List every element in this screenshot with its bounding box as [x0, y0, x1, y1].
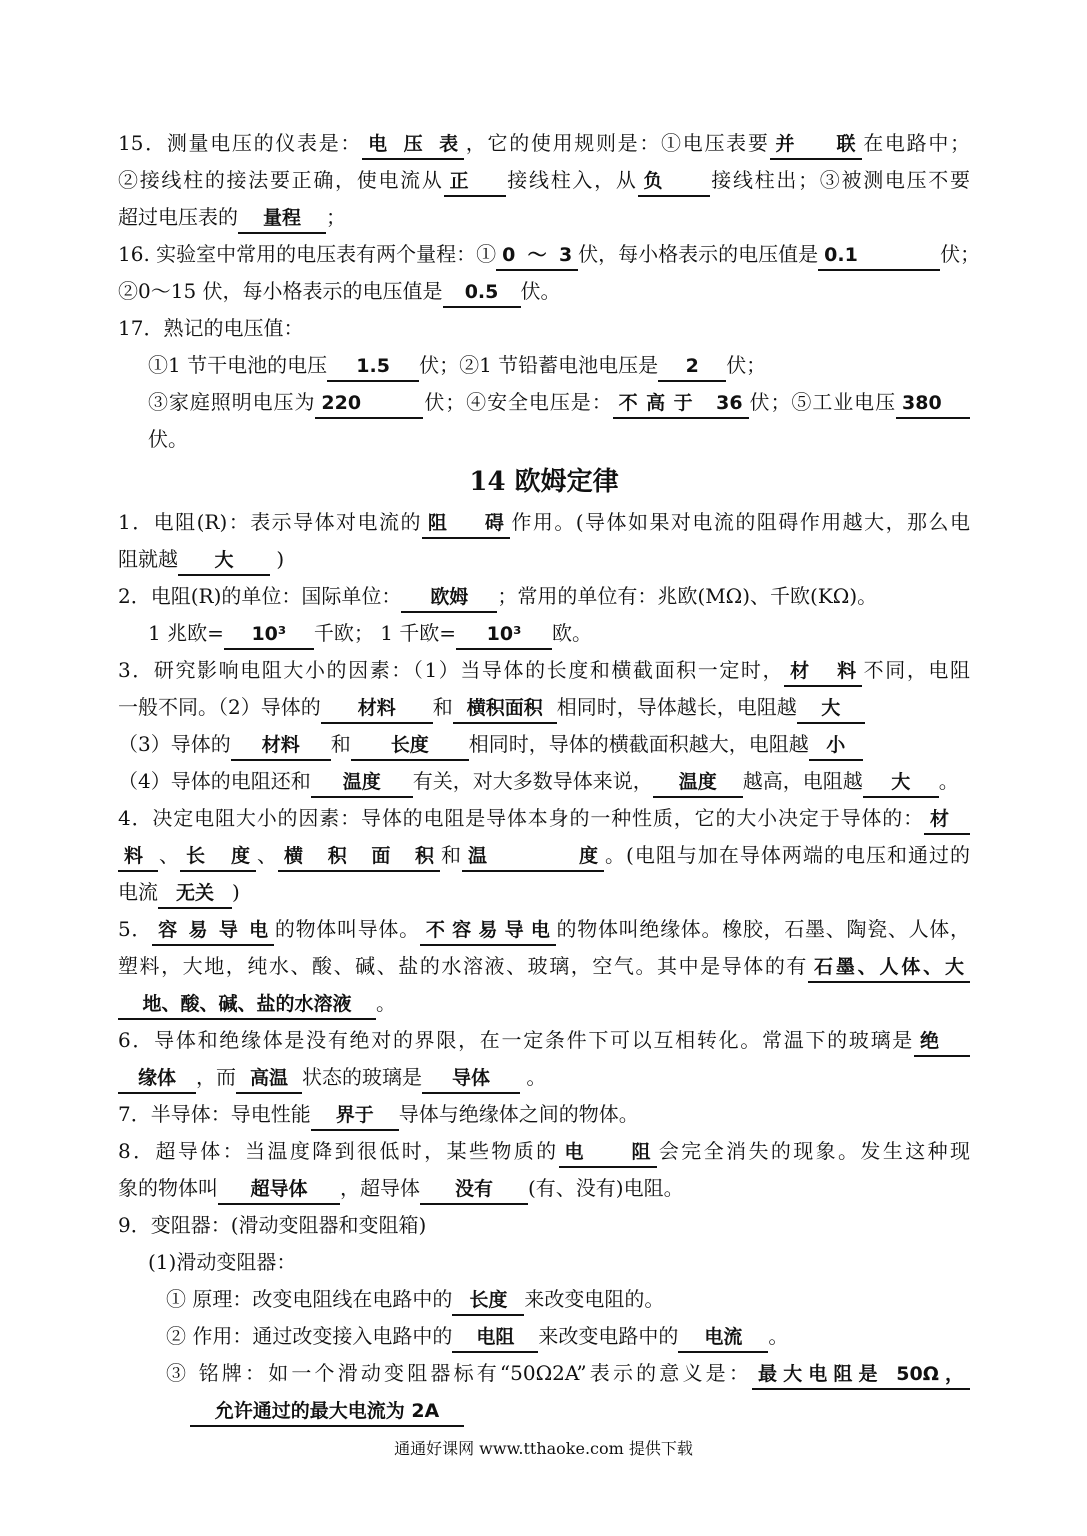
text-line — [118, 273, 970, 310]
answer-blank: 小 — [809, 731, 863, 761]
static-text: ②0～15 伏，每小格表示的电压值是 — [118, 279, 443, 303]
static-text: ①1 节干电池的电压 — [148, 353, 328, 377]
answer-blank: 横积面积 — [278, 842, 440, 872]
static-text: 千欧； 1 千欧= — [313, 621, 457, 645]
answer-blank: 0.1 — [818, 241, 940, 271]
text-line — [118, 763, 970, 800]
static-text: 伏；②1 节铅蓄电池电压是 — [419, 353, 659, 377]
static-text: 17．熟记的电压值： — [118, 316, 304, 340]
answer-blank: 没有 — [420, 1175, 528, 1205]
text-line — [118, 1022, 970, 1059]
answer-blank: 允许通过的最大电流为 2A — [190, 1397, 464, 1427]
answer-blank: 温度 — [653, 768, 743, 798]
answer-blank: 10³ — [224, 620, 314, 650]
static-text: 15．测量电压的仪表是： — [118, 131, 363, 155]
static-text: 8．超导体：当温度降到很低时，某些物质的 — [118, 1139, 559, 1163]
static-text: 1．电阻(R)：表示导体对电流的 — [118, 510, 422, 534]
text-line — [118, 384, 970, 421]
text-line — [118, 347, 970, 384]
answer-blank: 横积面积 — [453, 694, 557, 724]
answer-blank: 导体 — [422, 1064, 520, 1094]
static-text: 和 — [330, 732, 351, 756]
answer-blank: 量程 — [238, 204, 326, 234]
static-text: 的物体叫绝缘体。橡胶，石墨、陶瓷、人体， — [555, 917, 971, 941]
static-text: 4．决定电阻大小的因素：导体的电阻是导体本身的一种性质，它的大小决定于导体的： — [118, 806, 924, 830]
document-body — [118, 125, 981, 1429]
static-text: 会完全消失的现象。发生这种现 — [656, 1139, 970, 1163]
static-text: ，而 — [196, 1065, 236, 1089]
static-text: 6．导体和绝缘体是没有绝对的界限，在一定条件下可以互相转化。常温下的玻璃是 — [118, 1028, 914, 1052]
text-line — [118, 837, 970, 874]
text-line — [118, 689, 970, 726]
answer-blank: 欧姆 — [401, 583, 497, 613]
static-text: （4）导体的电阻还和 — [118, 769, 311, 793]
static-text: 、 — [256, 843, 279, 867]
static-text: (有、没有)电阻。 — [528, 1176, 684, 1200]
text-line — [118, 948, 970, 985]
static-text: 象的物体叫 — [118, 1176, 218, 1200]
static-text: 在电路中； — [861, 131, 971, 155]
answer-blank: 电阻 — [452, 1323, 538, 1353]
answer-blank: 阻碍 — [422, 509, 510, 539]
static-text: （3）导体的 — [118, 732, 231, 756]
text-line — [118, 1133, 970, 1170]
static-text: 伏；④安全电压是： — [423, 390, 613, 414]
answer-blank: 长度 — [180, 842, 256, 872]
text-line — [118, 911, 970, 948]
text-line — [118, 1355, 970, 1392]
static-text: 伏； — [940, 242, 981, 266]
static-text: ，超导体 — [340, 1176, 420, 1200]
static-text: 伏。 — [148, 427, 188, 451]
static-text: 一般不同。（2）导体的 — [118, 695, 321, 719]
text-line — [118, 1059, 970, 1096]
static-text: 接线柱出；③被测电压不要 — [709, 168, 971, 192]
text-line — [118, 800, 970, 837]
text-line — [118, 541, 970, 578]
text-line — [118, 652, 970, 689]
text-line — [118, 421, 970, 458]
static-text: ；常用的单位有：兆欧(MΩ)、千欧(KΩ)。 — [497, 584, 878, 608]
answer-blank: 大 — [178, 546, 270, 576]
static-text: ②接线柱的接法要正确，使电流从 — [118, 168, 444, 192]
static-text: 。(电阻与加在导体两端的电压和通过的 — [604, 843, 970, 867]
static-text: 阻就越 — [118, 547, 178, 571]
answer-blank: 容易导电 — [152, 916, 274, 946]
answer-blank: 界于 — [311, 1101, 399, 1131]
answer-blank: 220 — [315, 389, 423, 419]
static-text: 伏。 — [520, 279, 561, 303]
answer-blank: 长度 — [351, 731, 469, 761]
static-text: ) — [270, 547, 285, 571]
static-text: 3．研究影响电阻大小的因素：（1）当导体的长度和横截面积一定时， — [118, 658, 785, 682]
static-text: 1 兆欧= — [148, 621, 224, 645]
answer-blank: 石墨、人体、大 — [808, 953, 970, 983]
static-text: 作用。(导体如果对电流的阻碍作用越大，那么电 — [509, 510, 970, 534]
static-text: ) — [232, 880, 240, 904]
answer-blank: 电压表 — [362, 130, 464, 160]
static-text: ，它的使用规则是：①电压表要 — [464, 131, 770, 155]
static-text: 越高，电阻越 — [742, 769, 863, 793]
answer-blank: 绝 — [914, 1027, 970, 1057]
static-text: 和 — [432, 695, 453, 719]
static-text: 。 — [938, 769, 959, 793]
static-text: 5． — [118, 917, 153, 941]
answer-blank: 超导体 — [218, 1175, 340, 1205]
static-text: 欧。 — [552, 621, 593, 645]
static-text: 的物体叫导体。 — [274, 917, 420, 941]
answer-blank: 材料 — [784, 657, 862, 687]
static-text: 伏； — [726, 353, 767, 377]
static-text: 、 — [158, 843, 181, 867]
answer-blank: 0.5 — [443, 278, 521, 308]
static-text: 电流 — [118, 880, 158, 904]
static-text: 。 — [376, 991, 396, 1015]
answer-blank: 温度 — [462, 842, 604, 872]
text-line — [118, 504, 970, 541]
static-text: 超过电压表的 — [118, 205, 238, 229]
answer-blank: 料 — [118, 842, 158, 872]
text-line — [118, 1207, 970, 1244]
static-text: 。 — [520, 1065, 547, 1089]
answer-blank: 材 — [924, 805, 970, 835]
answer-blank: 电阻 — [559, 1138, 657, 1168]
answer-blank: 电流 — [678, 1323, 768, 1353]
text-line — [118, 726, 970, 763]
static-text: 16. 实验室中常用的电压表有两个量程：① — [118, 242, 497, 266]
static-text: 。 — [768, 1324, 789, 1348]
text-line — [118, 162, 970, 199]
static-text: 来改变电阻的。 — [524, 1287, 665, 1311]
static-text: 塑料，大地，纯水、酸、碱、盐的水溶液、玻璃，空气。其中是导体的有 — [118, 954, 808, 978]
answer-blank: 温度 — [311, 768, 413, 798]
text-line — [118, 615, 970, 652]
answer-blank: 大 — [797, 694, 865, 724]
static-text: ③ 铭牌：如一个滑动变阻器标有“50Ω2A”表示的意义是： — [166, 1361, 752, 1385]
static-text: 2．电阻(R)的单位：国际单位： — [118, 584, 402, 608]
static-text: ② 作用：通过改变接入电路中的 — [166, 1324, 453, 1348]
static-text: 状态的玻璃是 — [302, 1065, 422, 1089]
static-text: 伏；⑤工业电压 — [748, 390, 897, 414]
answer-blank: 材料 — [321, 694, 433, 724]
static-text: 相同时，导体的横截面积越大，电阻越 — [468, 732, 809, 756]
answer-blank: 缘体 — [118, 1064, 196, 1094]
text-line — [118, 310, 970, 347]
answer-blank: 不容易导电 — [420, 916, 556, 946]
answer-blank: 1.5 — [327, 352, 419, 382]
text-line — [118, 236, 981, 273]
text-line — [118, 985, 970, 1022]
section-heading — [118, 460, 970, 504]
text-line — [118, 1318, 970, 1355]
static-text: 和 — [440, 843, 463, 867]
answer-blank: 2 — [658, 352, 726, 382]
answer-blank: 380 — [896, 389, 970, 419]
answer-blank: 材料 — [231, 731, 331, 761]
answer-blank: 0～3 — [496, 241, 578, 271]
answer-blank: 高温 — [236, 1064, 302, 1094]
answer-blank: 地、酸、碱、盐的水溶液 — [118, 990, 376, 1020]
static-text: 7．半导体：导电性能 — [118, 1102, 311, 1126]
text-line — [118, 1244, 970, 1281]
static-text: ③家庭照明电压为 — [148, 390, 316, 414]
static-text: ① 原理：改变电阻线在电路中的 — [166, 1287, 453, 1311]
answer-blank: 负 — [638, 167, 710, 197]
answer-blank: 长度 — [452, 1286, 524, 1316]
static-text: 伏，每小格表示的电压值是 — [578, 242, 819, 266]
answer-blank: 最大电阻是 50Ω， — [752, 1360, 970, 1390]
answer-blank: 10³ — [456, 620, 552, 650]
answer-blank: 不高于 36 — [613, 389, 749, 419]
text-line — [118, 1170, 970, 1207]
text-line — [118, 1096, 970, 1133]
static-text: 不同，电阻 — [862, 658, 971, 682]
answer-blank: 并联 — [770, 130, 862, 160]
static-text: 9．变阻器：(滑动变阻器和变阻箱) — [118, 1213, 427, 1237]
static-text: ； — [326, 205, 346, 229]
text-line — [118, 199, 970, 236]
text-line — [118, 1281, 970, 1318]
static-text: 来改变电路中的 — [538, 1324, 679, 1348]
static-text: 导体与绝缘体之间的物体。 — [398, 1102, 639, 1126]
answer-blank: 无关 — [158, 879, 232, 909]
text-line — [118, 1392, 970, 1429]
answer-blank: 正 — [444, 167, 506, 197]
static-text: (1)滑动变阻器： — [148, 1250, 297, 1274]
static-text: 有关，对大多数导体来说， — [412, 769, 653, 793]
page-footer: 通通好课网 www.tthaoke.com 提供下载 — [394, 1439, 693, 1458]
text-line — [118, 874, 970, 911]
static-text: 14 欧姆定律 — [469, 467, 619, 497]
text-line — [118, 125, 970, 162]
static-text: 接线柱入，从 — [505, 168, 638, 192]
text-line — [118, 578, 970, 615]
static-text: 相同时，导体越长，电阻越 — [556, 695, 797, 719]
answer-blank: 大 — [863, 768, 939, 798]
